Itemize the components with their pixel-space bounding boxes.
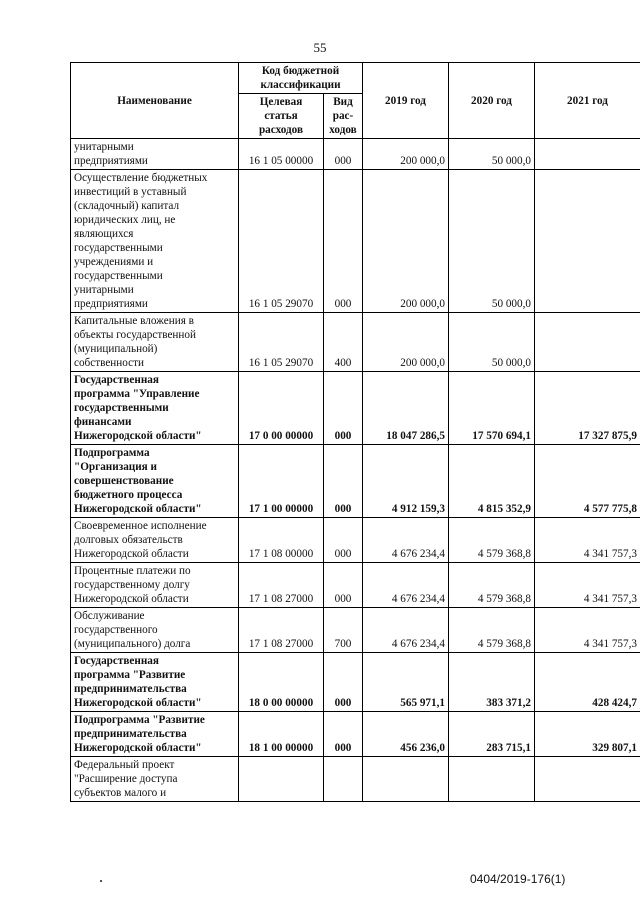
row-value-2019: 456 236,0 bbox=[363, 712, 449, 757]
row-value-2020: 4 579 368,8 bbox=[449, 608, 535, 653]
page-number: 55 bbox=[313, 40, 327, 55]
row-value-2020: 50 000,0 bbox=[449, 139, 535, 170]
table-row bbox=[71, 139, 640, 170]
row-value-2019: 18 047 286,5 bbox=[363, 372, 449, 445]
row-value-2019: 200 000,0 bbox=[363, 139, 449, 170]
row-value-2020: 50 000,0 bbox=[449, 170, 535, 313]
row-name: унитарными предприятиями bbox=[71, 139, 239, 170]
row-expense-type: 000 bbox=[324, 139, 363, 170]
row-expense-type: 400 bbox=[324, 313, 363, 372]
row-expense-type: 000 bbox=[324, 170, 363, 313]
header-target-article: Целевая статья расходов bbox=[239, 94, 324, 139]
row-expense-type bbox=[324, 757, 363, 802]
row-expense-type: 700 bbox=[324, 608, 363, 653]
table-row bbox=[71, 563, 640, 608]
row-value-2020: 4 579 368,8 bbox=[449, 518, 535, 563]
row-value-2021 bbox=[535, 139, 640, 170]
table-row bbox=[71, 372, 640, 445]
table-row bbox=[71, 170, 640, 313]
row-value-2021 bbox=[535, 170, 640, 313]
table-row bbox=[71, 518, 640, 563]
row-value-2019: 4 676 234,4 bbox=[363, 518, 449, 563]
row-value-2020: 4 579 368,8 bbox=[449, 563, 535, 608]
row-value-2019: 200 000,0 bbox=[363, 170, 449, 313]
scan-dot bbox=[100, 880, 102, 882]
row-value-2020: 4 815 352,9 bbox=[449, 445, 535, 518]
row-name: Подпрограмма "Развитие предпринимательства Нижегородской области" bbox=[71, 712, 239, 757]
row-expense-type: 000 bbox=[324, 518, 363, 563]
header-year-2019: 2019 год bbox=[363, 63, 449, 139]
row-value-2021 bbox=[535, 313, 640, 372]
row-value-2021: 428 424,7 bbox=[535, 653, 640, 712]
row-expense-type: 000 bbox=[324, 712, 363, 757]
document-code: 0404/2019-176(1) bbox=[470, 872, 566, 886]
row-target-article: 18 0 00 00000 bbox=[239, 653, 324, 712]
table-row bbox=[71, 712, 640, 757]
row-expense-type: 000 bbox=[324, 445, 363, 518]
row-target-article bbox=[239, 757, 324, 802]
row-target-article: 17 1 08 27000 bbox=[239, 563, 324, 608]
row-value-2021: 329 807,1 bbox=[535, 712, 640, 757]
row-name: Государственная программа "Управление государственными финансами Нижегородской области" bbox=[71, 372, 239, 445]
row-target-article: 16 1 05 29070 bbox=[239, 170, 324, 313]
header-name: Наименование bbox=[71, 63, 239, 139]
row-target-article: 17 1 08 27000 bbox=[239, 608, 324, 653]
row-target-article: 17 1 08 00000 bbox=[239, 518, 324, 563]
row-value-2021: 4 341 757,3 bbox=[535, 518, 640, 563]
header-year-2021: 2021 год bbox=[535, 63, 640, 139]
row-value-2020: 383 371,2 bbox=[449, 653, 535, 712]
row-name: Обслуживание государственного (муниципального) долга bbox=[71, 608, 239, 653]
row-target-article: 17 0 00 00000 bbox=[239, 372, 324, 445]
row-name: Государственная программа "Развитие предпринимательства Нижегородской области" bbox=[71, 653, 239, 712]
row-name: Подпрограмма "Организация и совершенствование бюджетного процесса Нижегородской области" bbox=[71, 445, 239, 518]
table-row bbox=[71, 445, 640, 518]
table-row bbox=[71, 608, 640, 653]
row-expense-type: 000 bbox=[324, 563, 363, 608]
row-value-2021: 4 341 757,3 bbox=[535, 608, 640, 653]
budget-table bbox=[70, 62, 640, 802]
table-body bbox=[71, 139, 640, 802]
row-expense-type: 000 bbox=[324, 372, 363, 445]
row-value-2019: 4 676 234,4 bbox=[363, 608, 449, 653]
row-value-2020: 283 715,1 bbox=[449, 712, 535, 757]
row-value-2019: 565 971,1 bbox=[363, 653, 449, 712]
row-name: Процентные платежи по государственному долгу Нижегородской области bbox=[71, 563, 239, 608]
row-value-2021 bbox=[535, 757, 640, 802]
row-expense-type: 000 bbox=[324, 653, 363, 712]
row-value-2019: 200 000,0 bbox=[363, 313, 449, 372]
row-name: Капитальные вложения в объекты государственной (муниципальной) собственности bbox=[71, 313, 239, 372]
row-name: Своевременное исполнение долговых обязательств Нижегородской области bbox=[71, 518, 239, 563]
row-name: Осуществление бюджетных инвестиций в уставный (складочный) капитал юридических лиц, не являющихся государственными учреждениями и государственными унитарными предприятиями bbox=[71, 170, 239, 313]
row-value-2020: 17 570 694,1 bbox=[449, 372, 535, 445]
row-name: Федеральный проект "Расширение доступа субъектов малого и bbox=[71, 757, 239, 802]
header-year-2020: 2020 год bbox=[449, 63, 535, 139]
table-row bbox=[71, 313, 640, 372]
table-header bbox=[71, 63, 640, 139]
row-target-article: 16 1 05 29070 bbox=[239, 313, 324, 372]
row-value-2021: 17 327 875,9 bbox=[535, 372, 640, 445]
header-code-group: Код бюджетной классификации bbox=[239, 63, 363, 94]
row-value-2020 bbox=[449, 757, 535, 802]
table-row bbox=[71, 653, 640, 712]
row-target-article: 17 1 00 00000 bbox=[239, 445, 324, 518]
row-value-2021: 4 341 757,3 bbox=[535, 563, 640, 608]
row-target-article: 18 1 00 00000 bbox=[239, 712, 324, 757]
row-target-article: 16 1 05 00000 bbox=[239, 139, 324, 170]
row-value-2019: 4 676 234,4 bbox=[363, 563, 449, 608]
table-row bbox=[71, 757, 640, 802]
row-value-2019 bbox=[363, 757, 449, 802]
row-value-2020: 50 000,0 bbox=[449, 313, 535, 372]
row-value-2019: 4 912 159,3 bbox=[363, 445, 449, 518]
row-value-2021: 4 577 775,8 bbox=[535, 445, 640, 518]
header-expense-type: Вид рас- ходов bbox=[324, 94, 363, 139]
